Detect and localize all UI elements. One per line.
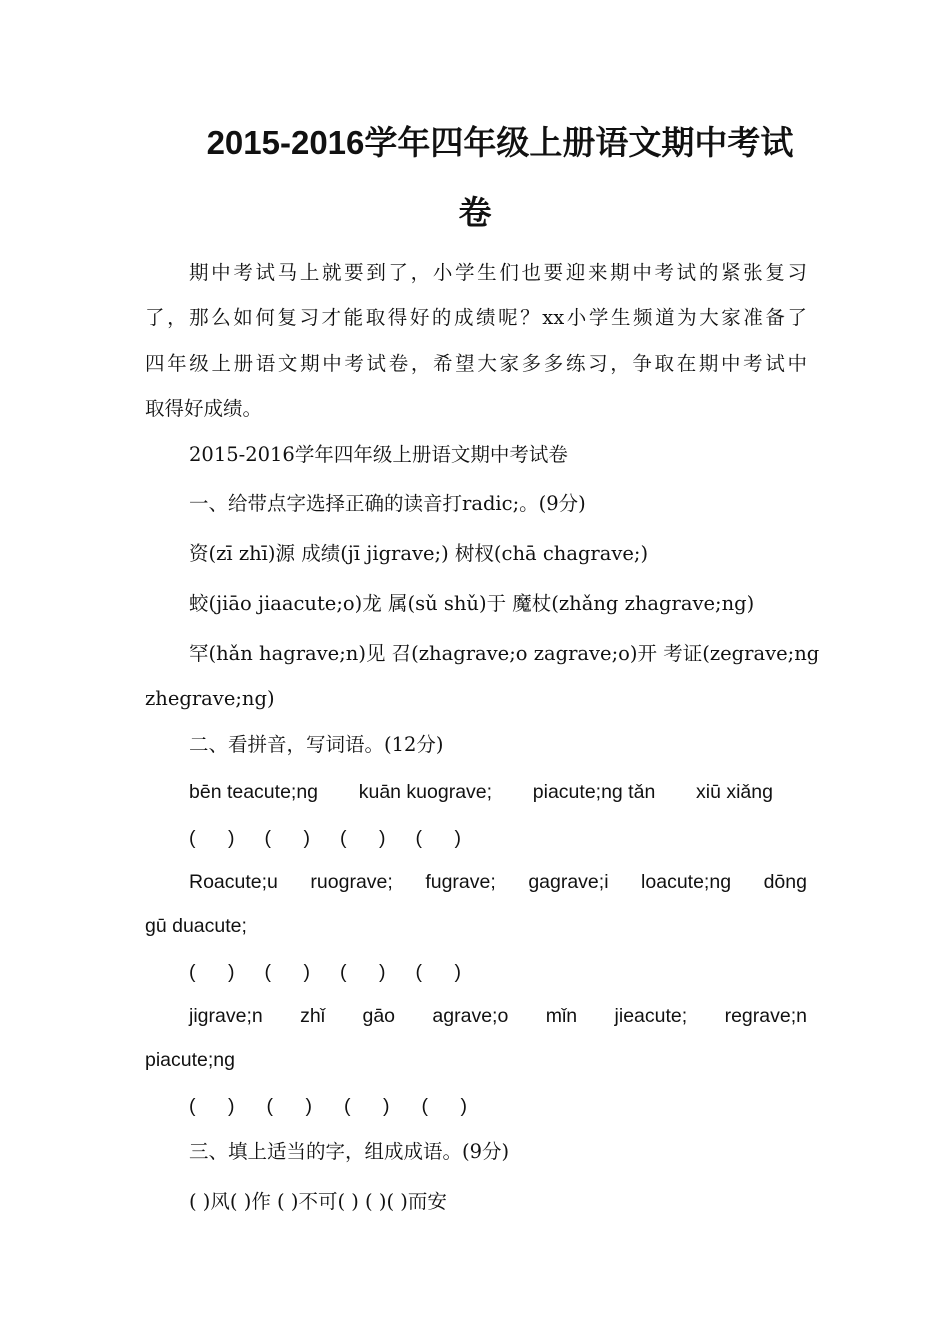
pinyin-item: fugrave;: [425, 871, 496, 893]
section-1-row-1: 资(zī zhī)源 成绩(jī jigrave;) 树杈(chā chagrave;): [189, 542, 649, 565]
pinyin-item: jigrave;n: [189, 1005, 263, 1027]
document-title-line-1: 2015-2016学年四年级上册语文期中考试: [206, 124, 794, 161]
pinyin-item: dōng: [763, 871, 807, 893]
pinyin-item: agrave;o: [432, 1005, 509, 1027]
answer-blank: ( ): [264, 827, 310, 849]
pinyin-item: ruograve;: [310, 871, 393, 893]
intro-line-3: 四年级上册语文期中考试卷，希望大家多多练习，争取在期中考试中: [145, 352, 807, 375]
pinyin-row-3b: piacute;ng: [145, 1049, 235, 1071]
section-3-heading: 三、填上适当的字，组成成语。(9分): [189, 1140, 510, 1163]
pinyin-item: kuān kuograve;: [358, 781, 493, 803]
pinyin-row-2b: gū duacute;: [145, 915, 247, 937]
blank-row-3: [189, 1092, 467, 1120]
document-title-line-2: 卷: [458, 194, 492, 231]
section-3-row-1: ( )风( )作 ( )不可( ) ( )( )而安: [189, 1190, 447, 1213]
pinyin-row-1: [189, 778, 773, 806]
pinyin-row-3a: [189, 1002, 807, 1030]
pinyin-item: zhǐ: [300, 1005, 326, 1027]
intro-line-1: 期中考试马上就要到了，小学生们也要迎来期中考试的紧张复习: [189, 261, 807, 284]
answer-blank: ( ): [189, 827, 235, 849]
pinyin-item: bēn teacute;ng: [189, 781, 319, 803]
pinyin-item: gagrave;i: [528, 871, 609, 893]
section-1-row-3b: zhegrave;ng): [145, 687, 275, 710]
pinyin-item: loacute;ng: [641, 871, 732, 893]
pinyin-item: jieacute;: [614, 1005, 688, 1027]
answer-blank: ( ): [266, 1095, 312, 1117]
answer-blank: ( ): [340, 961, 386, 983]
pinyin-item: xiū xiǎng: [696, 781, 773, 803]
pinyin-item: Roacute;u: [189, 871, 278, 893]
section-1-row-2: 蛟(jiāo jiaacute;o)龙 属(sǔ shǔ)于 魔杖(zhǎng zhagrave;ng): [189, 592, 755, 615]
section-1-row-3a: 罕(hǎn hagrave;n)见 召(zhagrave;o zagrave;o)开 考证(zegrave;ng: [189, 642, 820, 665]
answer-blank: ( ): [415, 961, 461, 983]
answer-blank: ( ): [344, 1095, 390, 1117]
pinyin-item: mǐn: [545, 1005, 578, 1027]
section-1-heading: 一、给带点字选择正确的读音打radic;。(9分): [189, 492, 586, 515]
pinyin-item: regrave;n: [724, 1005, 807, 1027]
pinyin-item: gāo: [362, 1005, 396, 1027]
blank-row-2: [189, 958, 461, 986]
pinyin-row-2a: [189, 868, 807, 896]
blank-row-1: [189, 824, 461, 852]
subtitle: 2015-2016学年四年级上册语文期中考试卷: [189, 443, 568, 466]
section-2-heading: 二、看拼音，写词语。(12分): [189, 733, 444, 756]
answer-blank: ( ): [189, 1095, 235, 1117]
intro-line-2: 了，那么如何复习才能取得好的成绩呢？xx小学生频道为大家准备了: [145, 306, 807, 329]
pinyin-item: piacute;ng tǎn: [532, 781, 656, 803]
answer-blank: ( ): [189, 961, 235, 983]
answer-blank: ( ): [264, 961, 310, 983]
answer-blank: ( ): [340, 827, 386, 849]
intro-line-4: 取得好成绩。: [145, 397, 263, 420]
answer-blank: ( ): [415, 827, 461, 849]
answer-blank: ( ): [421, 1095, 467, 1117]
